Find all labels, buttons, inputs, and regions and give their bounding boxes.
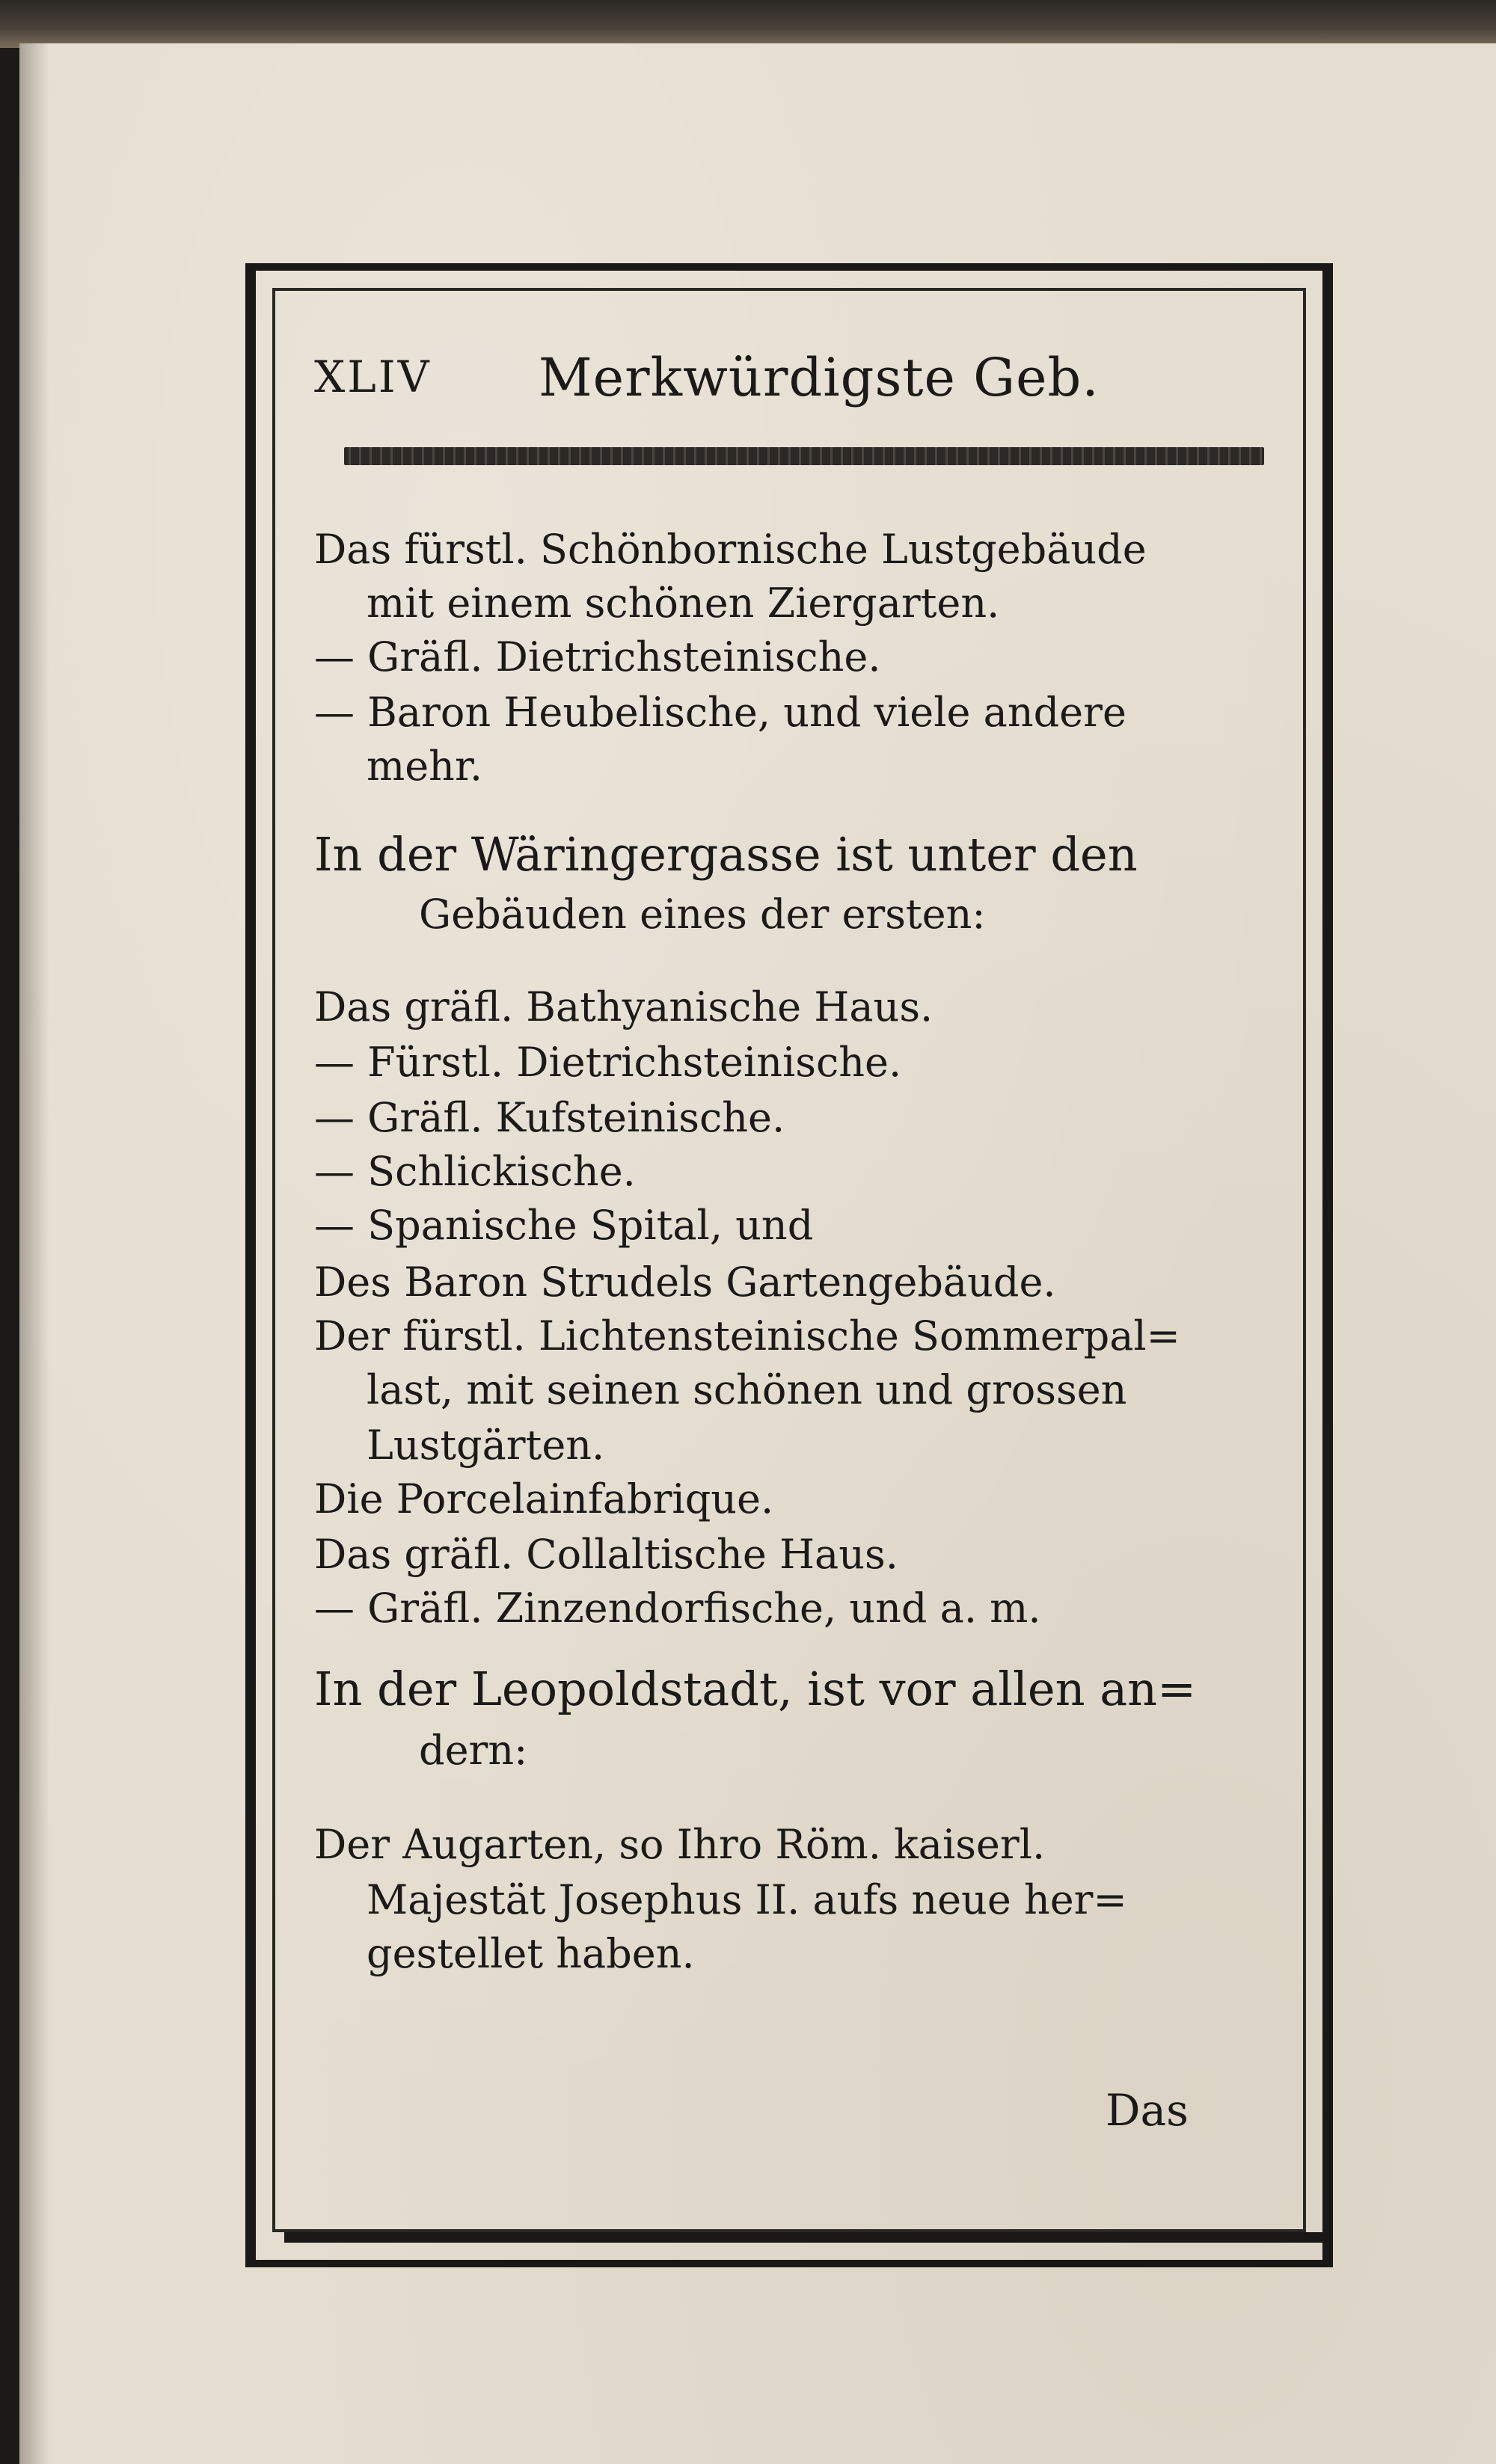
text-line: Das fürstl. Schönbornische Lustgebäude: [314, 526, 1147, 573]
text-line: Der Augarten, so Ihro Röm. kaiserl.: [314, 1821, 1046, 1868]
page-number: XLIV: [314, 351, 432, 402]
text-line: Majestät Josephus II. aufs neue her=: [367, 1876, 1127, 1923]
header-rule: [344, 447, 1264, 465]
section-heading: In der Leopoldstadt, ist vor allen an=: [314, 1662, 1197, 1716]
book-edge: [0, 0, 1496, 48]
text-line: — Gräfl. Kufsteinische.: [314, 1094, 785, 1141]
catchword: Das: [1106, 2085, 1189, 2136]
text-line: Des Baron Strudels Gartengebäude.: [314, 1259, 1056, 1306]
page-header: [314, 347, 1287, 419]
text-line: — Schlickische.: [314, 1148, 636, 1195]
page-gutter-shadow: [19, 43, 49, 2464]
text-line: — Spanische Spital, und: [314, 1202, 814, 1249]
running-head: Merkwürdigste Geb.: [539, 347, 1100, 408]
text-line: — Fürstl. Dietrichsteinische.: [314, 1039, 902, 1086]
text-line: gestellet haben.: [367, 1930, 695, 1977]
text-line: — Gräfl. Dietrichsteinische.: [314, 633, 881, 680]
text-line: Der fürstl. Lichtensteinische Sommerpal=: [314, 1312, 1180, 1359]
bottom-rule: [284, 2232, 1331, 2243]
text-line: mehr.: [367, 743, 482, 790]
section-heading-continued: Gebäuden eines der ersten:: [419, 891, 986, 938]
section-heading-continued: dern:: [419, 1727, 528, 1774]
text-line: Die Porcelainfabrique.: [314, 1475, 774, 1523]
text-line: — Gräfl. Zinzendorfische, und a. m.: [314, 1585, 1041, 1632]
text-line: Das gräfl. Bathyanische Haus.: [314, 983, 934, 1030]
text-line: Das gräfl. Collaltische Haus.: [314, 1531, 898, 1578]
section-heading: In der Wäringergasse ist unter den: [314, 827, 1138, 882]
text-line: last, mit seinen schönen und grossen: [367, 1366, 1127, 1413]
text-line: Lustgärten.: [367, 1422, 605, 1469]
text-line: — Baron Heubelische, und viele andere: [314, 689, 1126, 736]
text-line: mit einem schönen Ziergarten.: [367, 580, 1000, 627]
